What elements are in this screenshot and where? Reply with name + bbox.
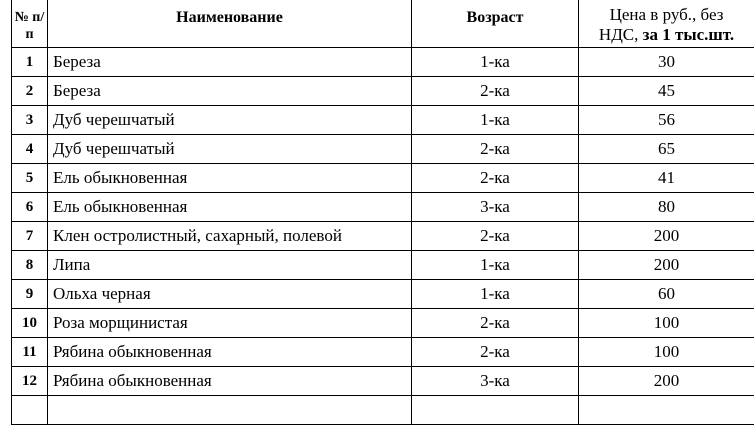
header-name: Наименование [48,0,412,48]
row-number: 8 [12,251,48,280]
row-number: 6 [12,193,48,222]
row-age: 1-ка [412,251,579,280]
row-age: 2-ка [412,222,579,251]
row-name: Дуб черешчатый [48,106,412,135]
row-name: Береза [48,77,412,106]
row-price: 56 [579,106,754,135]
row-name: Ель обыкновенная [48,193,412,222]
table-row [12,77,754,106]
table-row [12,367,754,396]
table-row [12,193,754,222]
header-price [579,0,754,48]
table-row [12,164,754,193]
row-age: 2-ка [412,135,579,164]
row-price: 200 [579,251,754,280]
price-table [11,0,754,425]
header-price-line2-prefix: НДС, [599,25,643,44]
row-price: 60 [579,280,754,309]
row-name: Ель обыкновенная [48,164,412,193]
row-age: 1-ка [412,280,579,309]
header-age: Возраст [412,0,579,48]
row-age: 3-ка [412,193,579,222]
row-price: 200 [579,222,754,251]
row-number: 11 [12,338,48,367]
row-price: 200 [579,367,754,396]
table-row [12,135,754,164]
row-number: 12 [12,367,48,396]
row-age: 2-ка [412,77,579,106]
table-row [12,309,754,338]
row-price: 41 [579,164,754,193]
header-price-line1: Цена в руб., без [610,5,724,24]
row-name: Липа [48,251,412,280]
table-row [12,338,754,367]
row-name: Рябина обыкновенная [48,367,412,396]
row-number: 2 [12,77,48,106]
row-age: 2-ка [412,309,579,338]
table-header-row [12,0,754,48]
row-age: 2-ка [412,164,579,193]
row-number: 5 [12,164,48,193]
header-price-line2-bold: за 1 тыс.шт. [643,25,734,44]
row-age: 3-ка [412,367,579,396]
row-price: 45 [579,77,754,106]
row-age: 2-ка [412,338,579,367]
row-price: 80 [579,193,754,222]
table-row [12,280,754,309]
row-number: 10 [12,309,48,338]
table-row [12,106,754,135]
row-price: 30 [579,48,754,77]
row-name: Дуб черешчатый [48,135,412,164]
row-number: 7 [12,222,48,251]
row-name: Рябина обыкновенная [48,338,412,367]
table-row [12,48,754,77]
price-list-sheet [11,0,754,425]
row-age: 1-ка [412,48,579,77]
row-name: Роза морщинистая [48,309,412,338]
row-price: 100 [579,309,754,338]
row-number: 1 [12,48,48,77]
row-number: 3 [12,106,48,135]
header-number: № п/п [12,0,48,48]
row-number: 4 [12,135,48,164]
table-row [12,222,754,251]
row-name: Клен остролистный, сахарный, полевой [48,222,412,251]
row-name: Ольха черная [48,280,412,309]
row-price: 65 [579,135,754,164]
row-name: Береза [48,48,412,77]
row-age: 1-ка [412,106,579,135]
row-price: 100 [579,338,754,367]
row-number: 9 [12,280,48,309]
table-row [12,251,754,280]
